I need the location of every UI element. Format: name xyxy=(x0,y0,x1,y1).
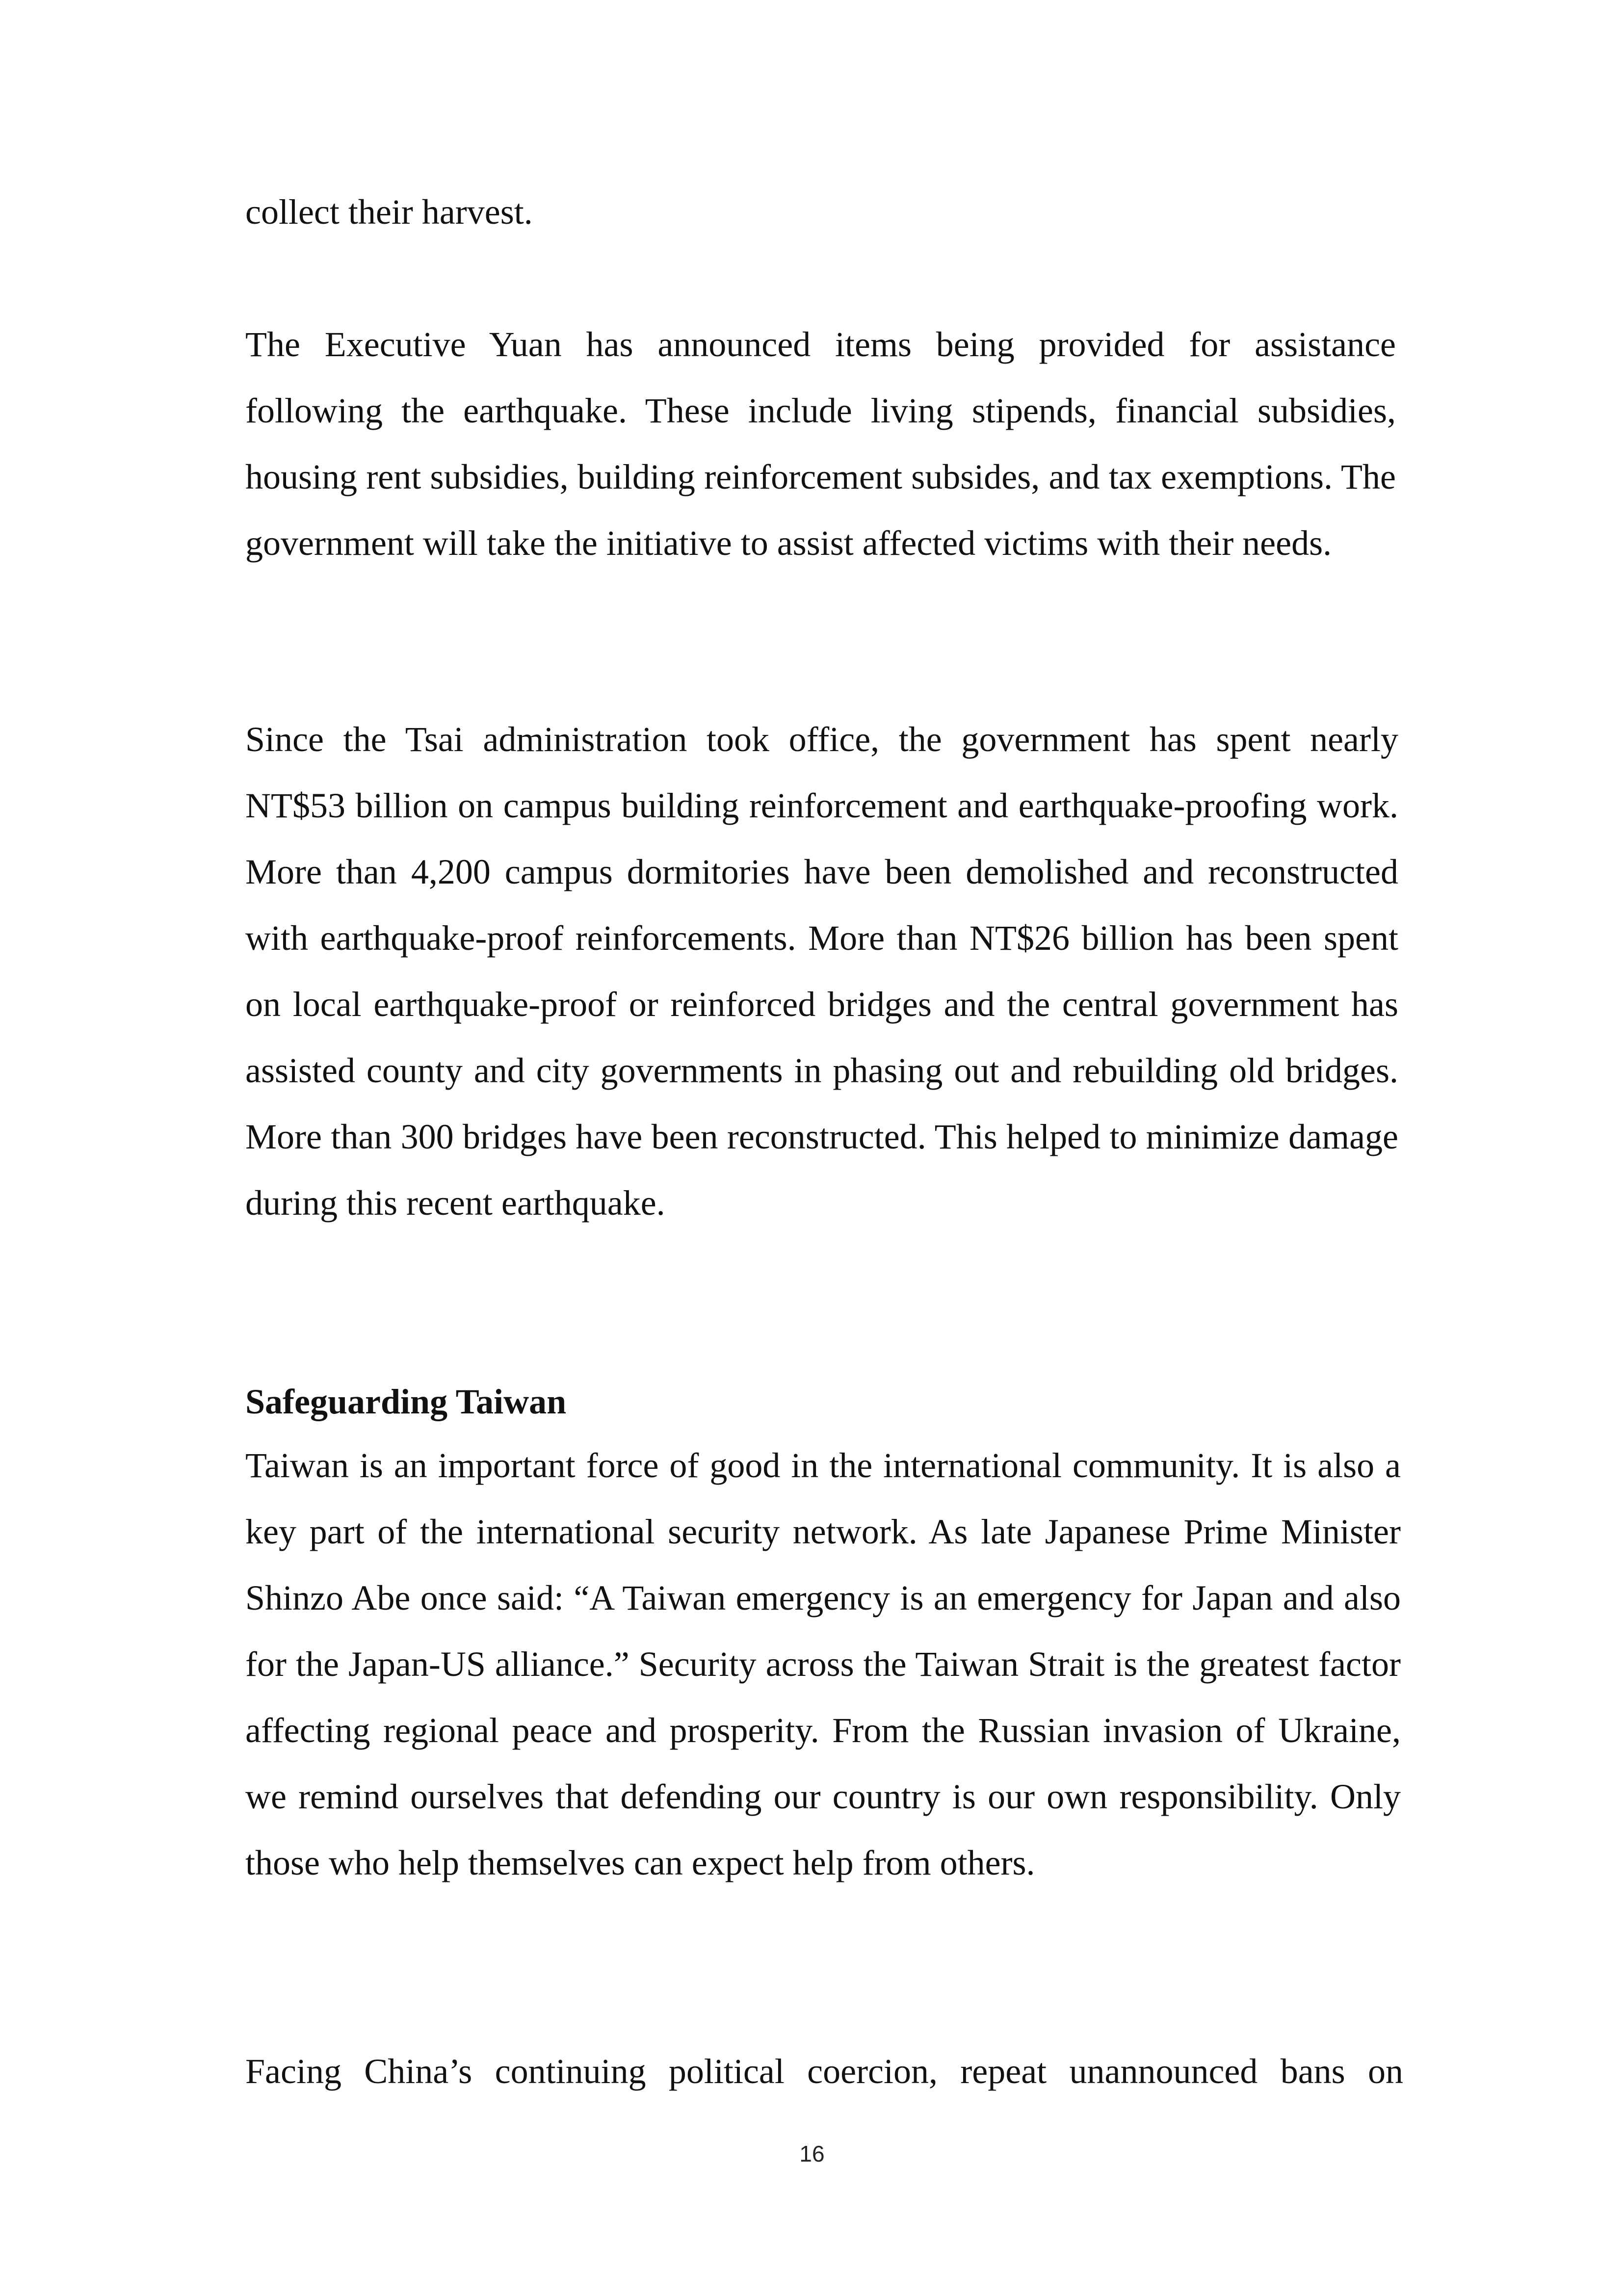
paragraph-facing-china: Facing China’s continuing political coercion, repeat unannounced bans on xyxy=(245,2052,1403,2091)
page-number: 16 xyxy=(799,2141,825,2166)
paragraph-reinforcement: Since the Tsai administration took office, the government has spent nearly NT$53 billion on campus building reinforcement and earthquake-proofing work. More than 4,200 campus dormitories have been demolished and reconstructed with earthquake-proof reinforcements. More than NT$26 billion has been spent on local earthquake-proof or reinforced bridges and the central government has assisted county and city governments in phasing out and rebuilding old bridges. More than 300 bridges have been reconstructed. This helped to minimize damage during this recent earthquake. xyxy=(245,720,1398,1223)
continuation-text: collect their harvest. xyxy=(245,192,533,232)
section-heading: Safeguarding Taiwan xyxy=(245,1382,567,1421)
paragraph-assistance: The Executive Yuan has announced items being provided for assistance following the earthquake. These include living stipends, financial subsidies, housing rent subsidies, building reinforcement subsides, and tax exemptions. The government will take the initiative to assist affected victims with their needs. xyxy=(245,325,1396,563)
paragraph-safeguarding: Taiwan is an important force of good in the international community. It is also a key part of the international security network. As late Japanese Prime Minister Shinzo Abe once said: “A Taiwan emergency is an emergency for Japan and also for the Japan-US alliance.” Security across the Taiwan Strait is the greatest factor affecting regional peace and prosperity. From the Russian invasion of Ukraine, we remind ourselves that defending our country is our own responsibility. Only those who help themselves can expect help from others. xyxy=(245,1446,1401,1882)
